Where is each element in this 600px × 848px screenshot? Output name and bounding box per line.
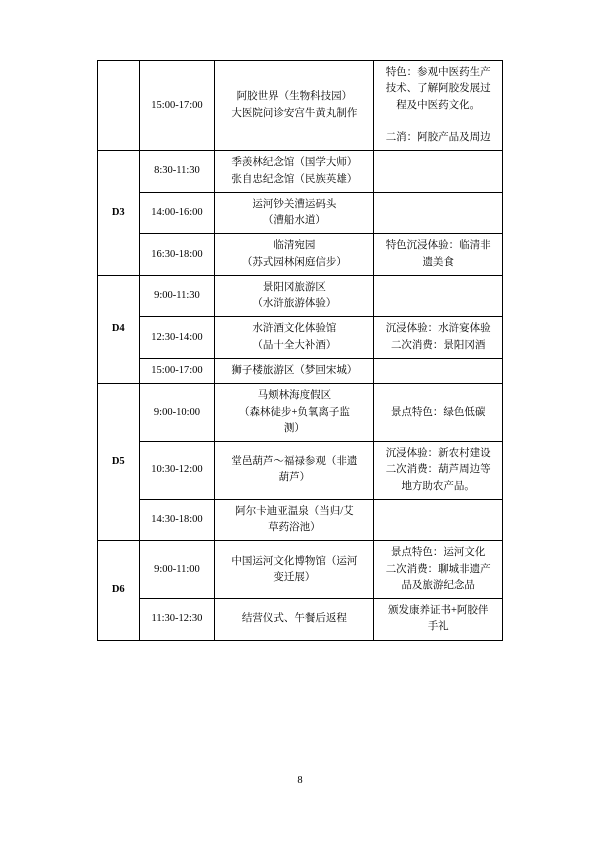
place-line: 变迁展） <box>273 571 316 583</box>
cell-note <box>374 151 503 193</box>
place-line: （品十全大补酒） <box>252 339 337 351</box>
note-line: 遗美食 <box>422 256 454 268</box>
note-line: 沉浸体验：水浒宴体验 <box>385 323 491 335</box>
note-line: 特色：参观中医药生产 <box>385 67 491 78</box>
place-line: 大医院问诊安宫牛黄丸制作 <box>231 107 358 119</box>
cell-note <box>374 384 503 442</box>
table-row <box>98 384 503 442</box>
place-line: 马颊林海度假区 <box>257 390 332 402</box>
cell-place <box>215 192 374 234</box>
note-line-spacer <box>377 114 499 130</box>
cell-note <box>374 499 503 541</box>
place-line: 葫芦） <box>278 472 311 484</box>
cell-note <box>374 61 503 151</box>
cell-place <box>215 384 374 442</box>
cell-day <box>98 61 140 151</box>
cell-note <box>374 358 503 383</box>
cell-time: 11:30-12:30 <box>139 599 215 641</box>
cell-time: 10:30-12:00 <box>139 442 215 500</box>
cell-place <box>215 61 374 151</box>
place-line: 季羡林纪念馆（国学大师） <box>231 157 358 169</box>
place-line: 水浒酒文化体验馆 <box>252 323 337 335</box>
place-line: 草药浴池） <box>268 522 321 534</box>
place-line: （森林徒步+负氧离子监 <box>238 406 350 418</box>
table-row <box>98 599 503 641</box>
cell-place <box>215 499 374 541</box>
cell-time: 16:30-18:00 <box>139 234 215 276</box>
cell-note <box>374 599 503 641</box>
cell-note <box>374 192 503 234</box>
note-line: 二次消费：聊城非遗产 <box>385 563 491 575</box>
cell-place <box>215 541 374 599</box>
cell-place <box>215 599 374 641</box>
note-line: 沉浸体验：新农村建设 <box>385 448 491 460</box>
cell-time: 9:00-10:00 <box>139 384 215 442</box>
place-line: 测） <box>283 422 305 434</box>
table-row <box>98 317 503 359</box>
table-row <box>98 234 503 276</box>
cell-day: D6 <box>98 541 140 640</box>
place-line: 阿尔卡迪亚温泉（当归/艾 <box>235 505 354 517</box>
itinerary-table-container <box>97 60 503 641</box>
page-number: 8 <box>297 775 303 786</box>
cell-time: 9:00-11:30 <box>139 275 215 317</box>
note-line: 景点特色：绿色低碳 <box>390 406 486 418</box>
cell-time: 15:00-17:00 <box>139 358 215 383</box>
cell-note <box>374 541 503 599</box>
place-line: （漕船水道） <box>262 215 326 227</box>
cell-time: 14:00-16:00 <box>139 192 215 234</box>
cell-time: 14:30-18:00 <box>139 499 215 541</box>
cell-day: D4 <box>98 275 140 383</box>
place-line: 堂邑葫芦～福禄参观（非遗 <box>231 456 358 468</box>
itinerary-table <box>97 60 503 641</box>
cell-day: D3 <box>98 151 140 276</box>
table-row <box>98 275 503 317</box>
note-line: 景点特色：运河文化 <box>390 547 486 559</box>
table-row <box>98 61 503 151</box>
cell-time: 15:00-17:00 <box>139 61 215 151</box>
cell-place <box>215 442 374 500</box>
note-line: 手礼 <box>427 621 449 633</box>
note-line: 品及旅游纪念品 <box>401 579 475 591</box>
table-row <box>98 358 503 383</box>
place-line: 景阳冈旅游区 <box>262 281 326 293</box>
cell-time: 9:00-11:00 <box>139 541 215 599</box>
table-row <box>98 151 503 193</box>
cell-note <box>374 275 503 317</box>
place-line: 运河钞关漕运码头 <box>252 198 337 210</box>
cell-place <box>215 234 374 276</box>
cell-note <box>374 442 503 500</box>
place-line: （苏式园林闲庭信步） <box>241 256 347 268</box>
note-line: 特色沉浸体验：临清非 <box>385 240 491 252</box>
place-line: 狮子楼旅游区（梦回宋城） <box>231 364 358 376</box>
cell-place <box>215 151 374 193</box>
cell-place <box>215 317 374 359</box>
cell-time: 8:30-11:30 <box>139 151 215 193</box>
cell-time: 12:30-14:00 <box>139 317 215 359</box>
cell-note <box>374 234 503 276</box>
note-line: 技术、了解阿胶发展过 <box>385 83 491 95</box>
place-line: 中国运河文化博物馆（运河 <box>231 555 358 567</box>
note-line: 二消：阿胶产品及周边 <box>385 132 491 144</box>
place-line: （水浒旅游体验） <box>252 298 337 310</box>
cell-place <box>215 275 374 317</box>
place-line: 结营仪式、午餐后返程 <box>241 613 347 625</box>
table-row <box>98 541 503 599</box>
note-line: 颁发康养证书+阿胶伴 <box>387 605 489 617</box>
table-row <box>98 499 503 541</box>
cell-place <box>215 358 374 383</box>
note-line: 二次消费：景阳冈酒 <box>390 339 486 351</box>
note-line: 二次消费：葫芦周边等 <box>385 464 491 476</box>
table-row <box>98 442 503 500</box>
place-line: 阿胶世界（生物科技园） <box>236 91 353 103</box>
note-line: 程及中医药文化。 <box>396 99 481 111</box>
cell-day: D5 <box>98 384 140 541</box>
table-row <box>98 192 503 234</box>
cell-note <box>374 317 503 359</box>
note-line: 地方助农产品。 <box>401 480 475 492</box>
place-line: 临清宛园 <box>273 240 316 252</box>
place-line: 张自忠纪念馆（民族英雄） <box>231 173 358 185</box>
